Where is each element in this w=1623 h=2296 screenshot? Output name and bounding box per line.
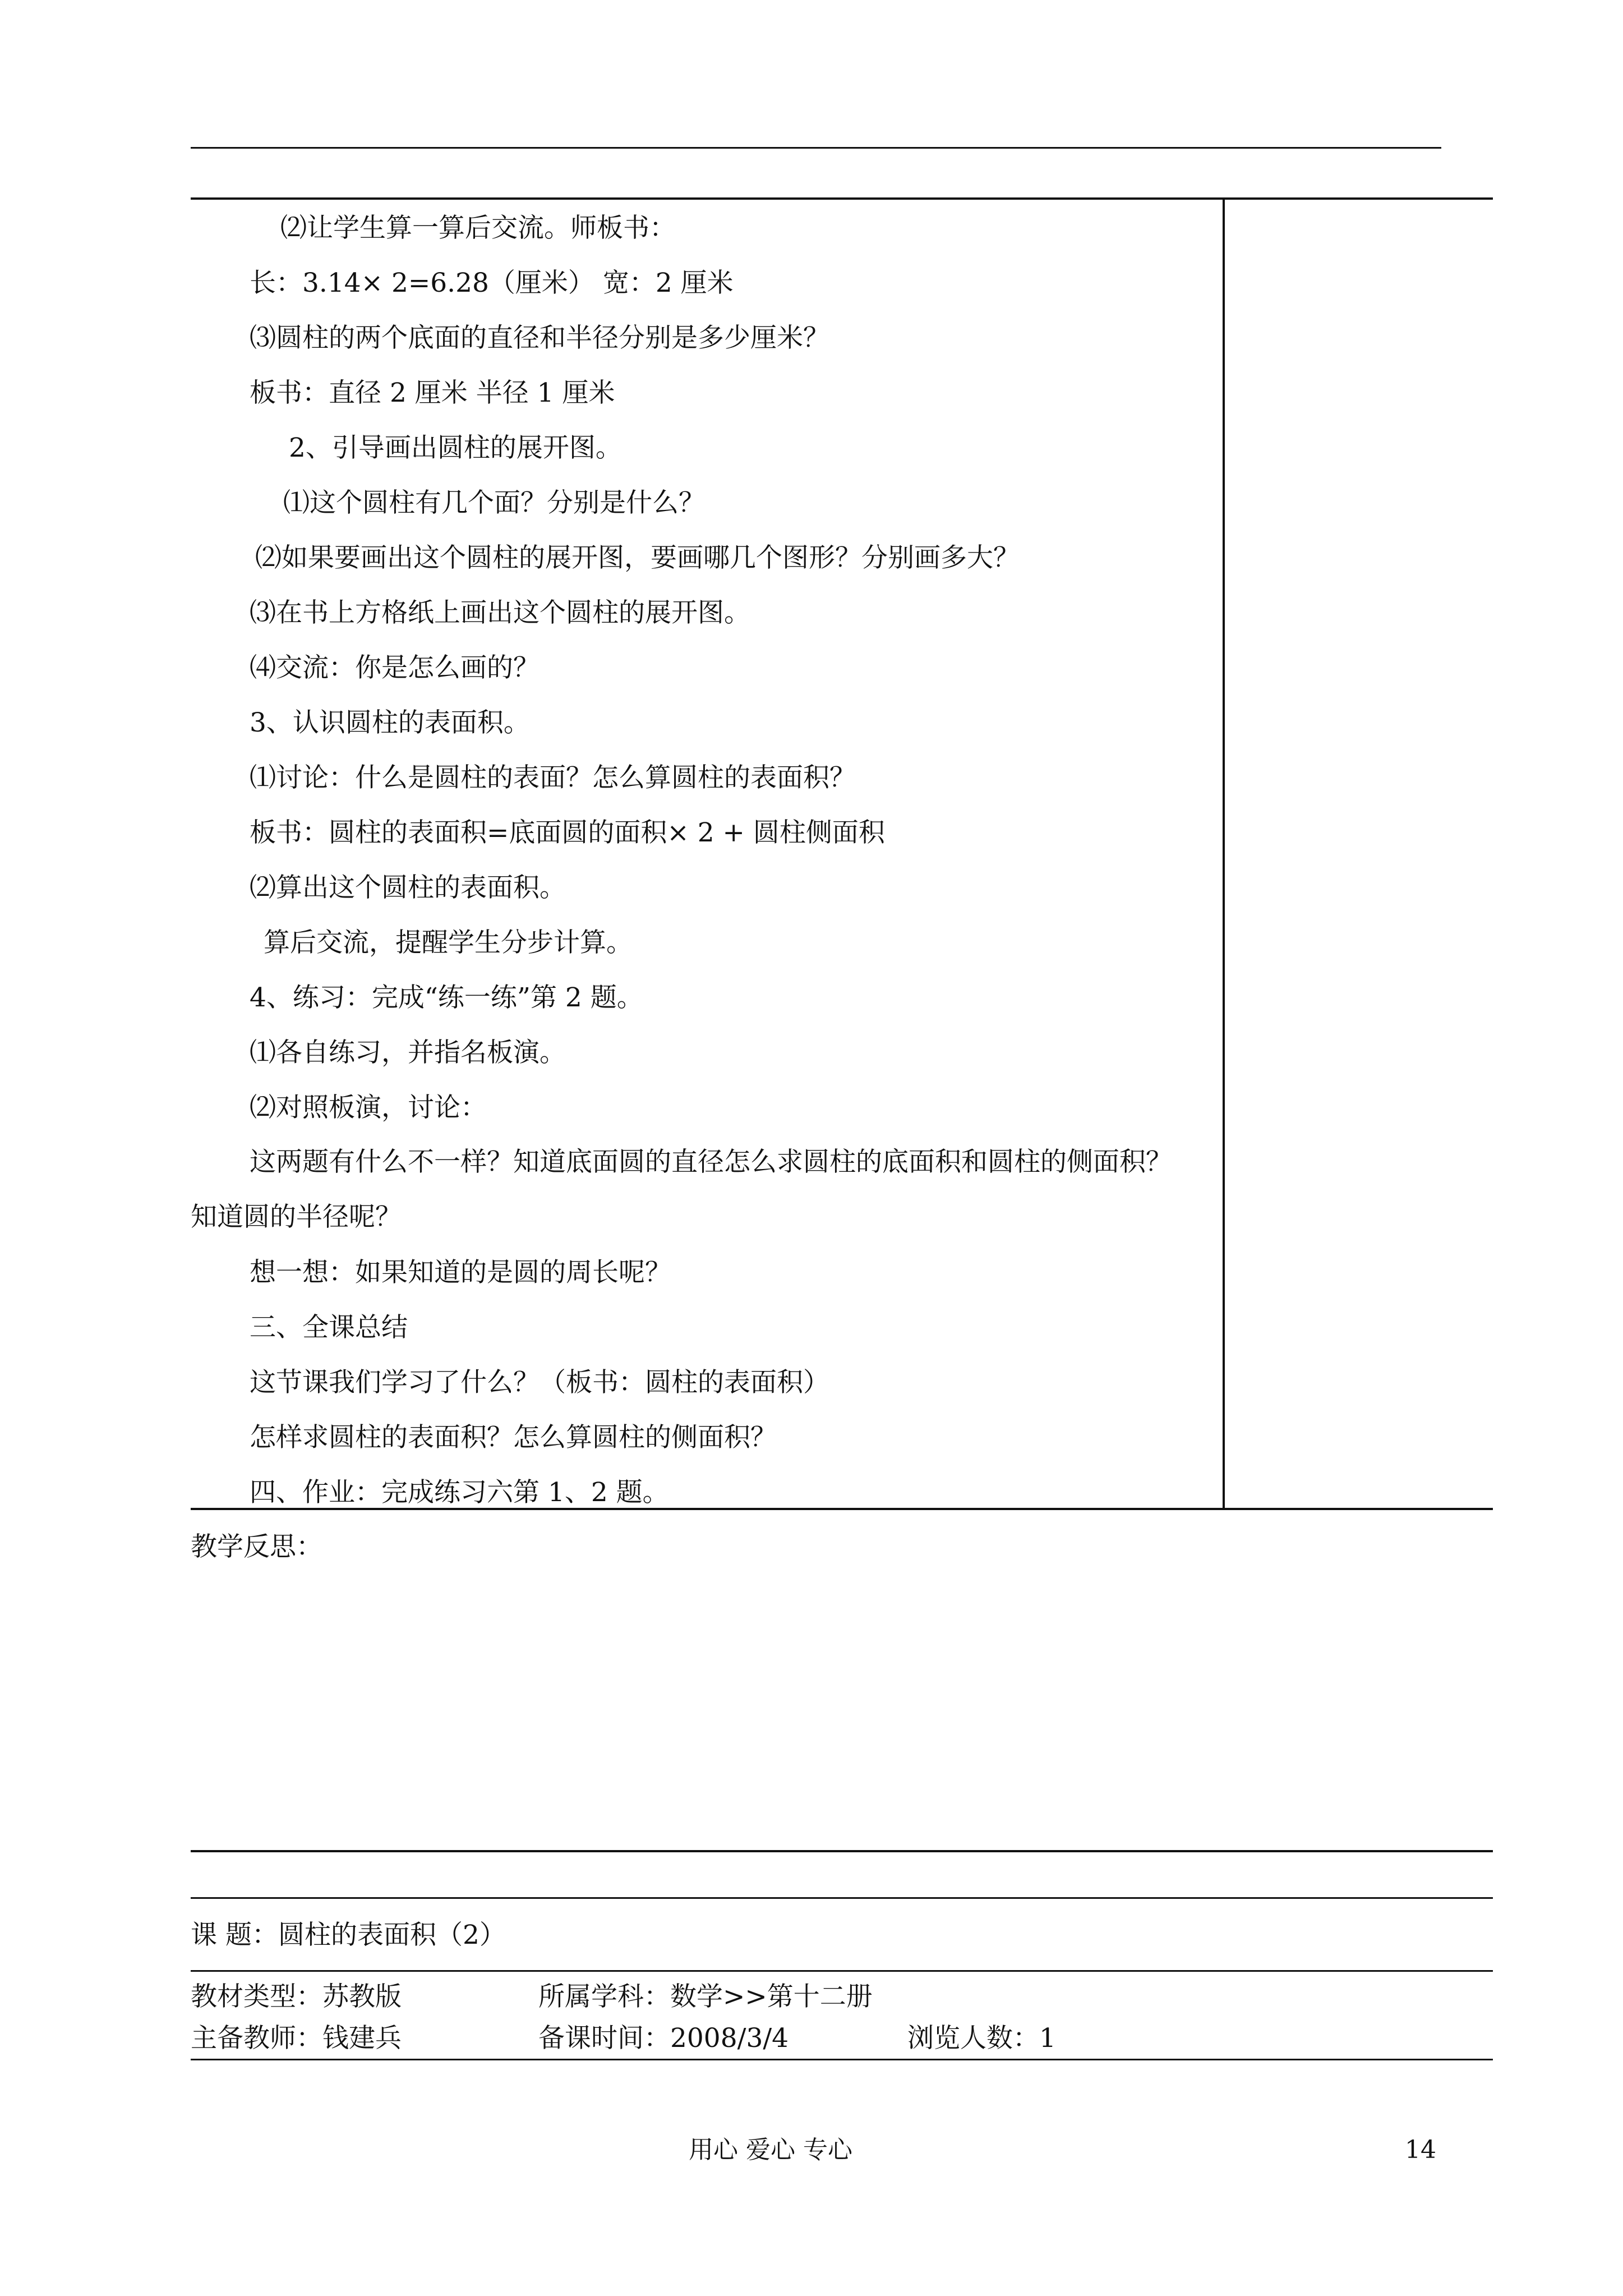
lesson-line: ⑵算出这个圆柱的表面积。: [250, 872, 566, 903]
reflection-label: 教学反思：: [191, 1531, 322, 1562]
lesson-line: 板书：圆柱的表面积=底面圆的面积× 2 + 圆柱侧面积: [250, 817, 885, 848]
lesson-line: 长：3.14× 2=6.28（厘米） 宽：2 厘米: [250, 268, 734, 298]
lesson-content: [191, 197, 1223, 1509]
info-rule-2: [191, 1897, 1493, 1899]
material-type: 教材类型：苏教版: [191, 1981, 402, 2012]
header-rule: [191, 147, 1441, 149]
table-column-divider: [1223, 197, 1225, 1509]
lesson-line: ⑴讨论：什么是圆柱的表面？怎么算圆柱的表面积？: [250, 762, 856, 793]
lesson-line: 板书：直径 2 厘米 半径 1 厘米: [250, 378, 615, 408]
view-count: 浏览人数：1: [907, 2023, 1056, 2054]
lesson-paragraph: 这两题有什么不一样？知道底面圆的直径怎么求圆柱的底面积和圆柱的侧面积？知道圆的半径呢？: [191, 1147, 1172, 1232]
lesson-line: 3、认识圆柱的表面积。: [250, 707, 530, 738]
lesson-line: 这节课我们学习了什么？（板书：圆柱的表面积）: [250, 1367, 829, 1398]
info-rule-4: [191, 2059, 1493, 2060]
lesson-line: 算后交流，提醒学生分步计算。: [264, 927, 633, 958]
lesson-topic: 课 题：圆柱的表面积（2）: [191, 1920, 506, 1950]
lesson-line: 三、全课总结: [250, 1312, 408, 1343]
lesson-line: ⑵让学生算一算后交流。师板书：: [280, 213, 676, 243]
footer-motto: 用心 爱心 专心: [689, 2136, 852, 2164]
lesson-line: ⑴各自练习，并指名板演。: [250, 1037, 566, 1068]
lesson-line: 4、练习：完成“练一练”第 2 题。: [250, 982, 643, 1013]
lesson-line: ⑷交流：你是怎么画的？: [250, 652, 540, 683]
lesson-line: 怎样求圆柱的表面积？怎么算圆柱的侧面积？: [250, 1422, 777, 1453]
lesson-line: ⑴这个圆柱有几个面？分别是什么？: [283, 487, 705, 518]
page-number: 14: [1405, 2136, 1436, 2164]
info-rule-3: [191, 1970, 1493, 1972]
prep-time: 备课时间：2008/3/4: [538, 2023, 789, 2054]
lesson-line: 想一想：如果知道的是圆的周长呢？: [250, 1257, 671, 1288]
info-rule-1: [191, 1850, 1493, 1852]
subject: 所属学科：数学>>第十二册: [538, 1981, 873, 2012]
lesson-line: 2、引导画出圆柱的展开图。: [289, 432, 622, 463]
teacher: 主备教师：钱建兵: [191, 2023, 402, 2054]
lesson-line: ⑶在书上方格纸上画出这个圆柱的展开图。: [250, 597, 750, 628]
lesson-line: ⑶圆柱的两个底面的直径和半径分别是多少厘米？: [250, 323, 829, 353]
lesson-line: 四、作业：完成练习六第 1、2 题。: [250, 1477, 669, 1508]
lesson-line: ⑵如果要画出这个圆柱的展开图，要画哪几个图形？分别画多大？: [255, 542, 1020, 573]
lesson-line: ⑵对照板演，讨论：: [250, 1092, 487, 1123]
